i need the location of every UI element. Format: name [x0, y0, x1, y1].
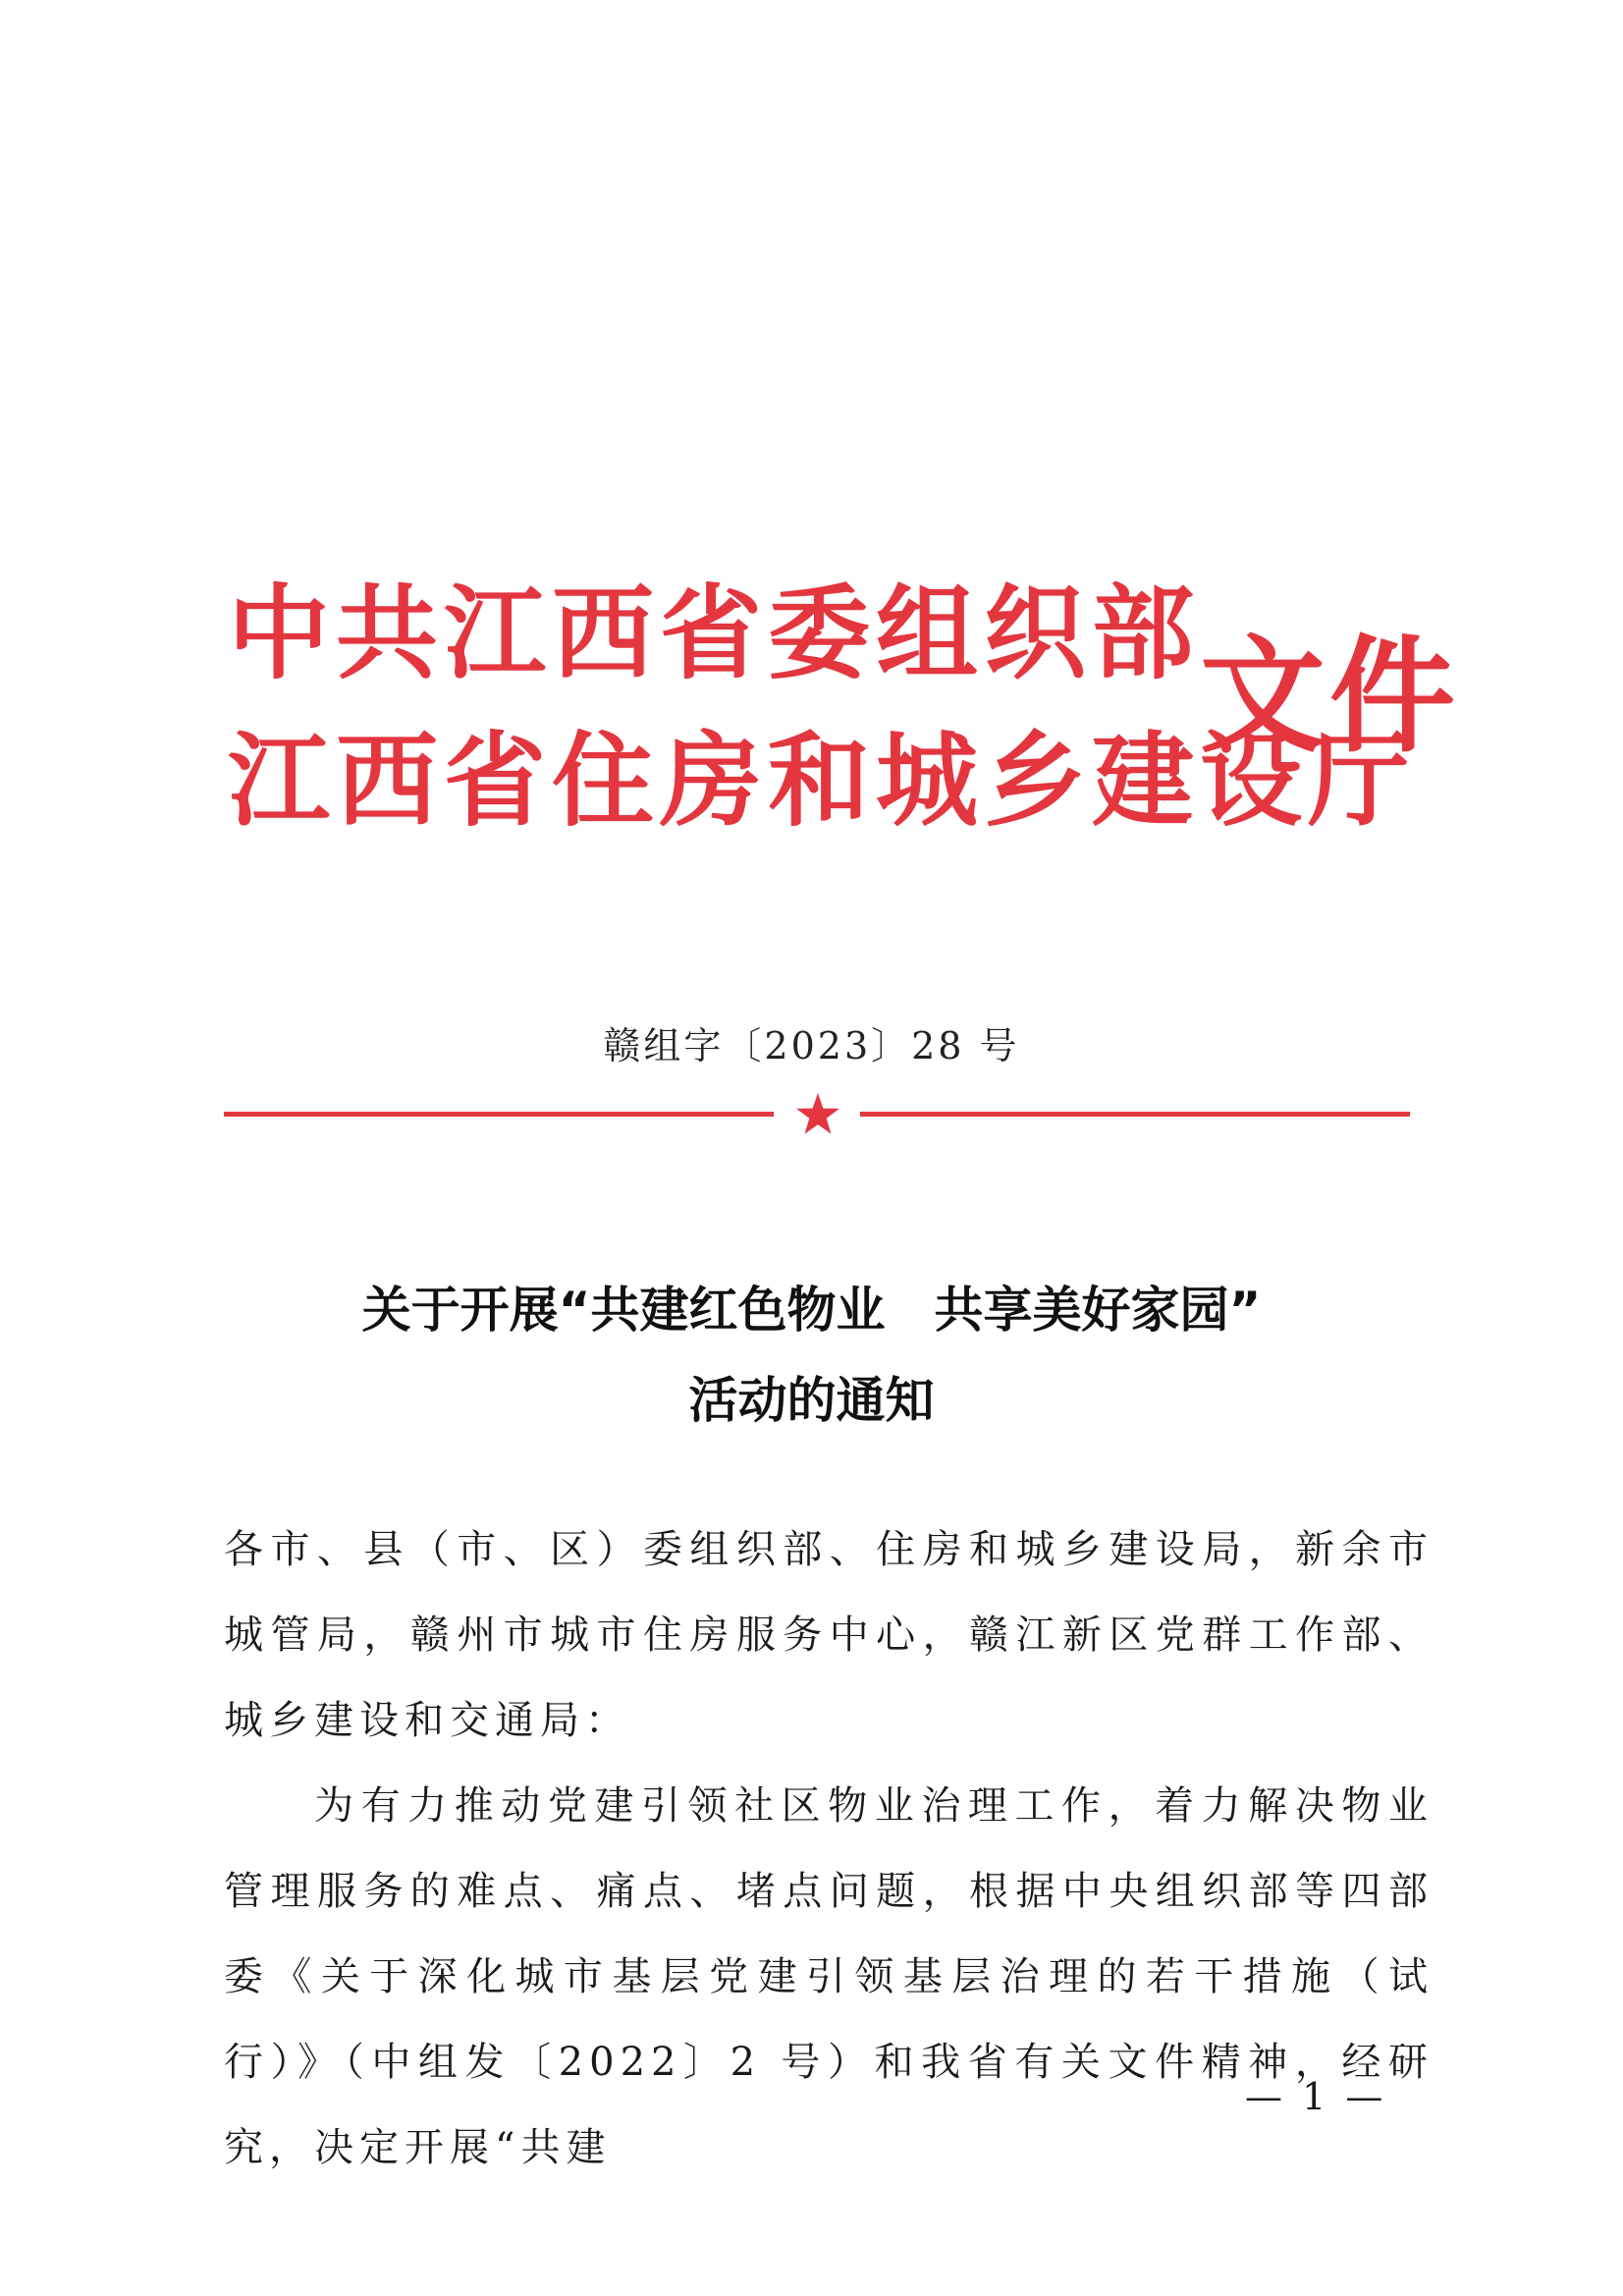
- salutation: 各市、县（市、区）委组织部、住房和城乡建设局，新余市城管局，赣州市城市住房服务中心，赣江新区党群工作部、城乡建设和交通局：: [224, 1527, 1434, 1743]
- document-title: [0, 1265, 1623, 1446]
- title-line-1: 关于开展“共建红色物业 共享美好家园”: [361, 1282, 1262, 1339]
- issuer-line-housing-dept: 江西省住房和城乡建设厅: [228, 721, 1417, 841]
- separator-line-right: [860, 1112, 1410, 1117]
- title-line-2: 活动的通知: [688, 1372, 935, 1429]
- doc-type-label: 文件: [1200, 624, 1460, 770]
- document-number: 赣组字〔2023〕28 号: [603, 1024, 1020, 1067]
- separator-line-left: [224, 1112, 774, 1117]
- issuer-line-organization-dept: 中共江西省委组织部: [228, 574, 1201, 693]
- body-paragraph: 为有力推动党建引领社区物业治理工作，着力解决物业管理服务的难点、痛点、堵点问题，根据中央组织部等四部委《关于深化城市基层党建引领基层治理的若干措施（试行）》（中组发〔2022〕2 号）和我省有关文件精神，经研究，决定开展“共建: [224, 1783, 1434, 2170]
- red-separator: [224, 1092, 1410, 1135]
- star-icon: [795, 1092, 840, 1135]
- page-number: — 1 —: [1245, 2075, 1387, 2118]
